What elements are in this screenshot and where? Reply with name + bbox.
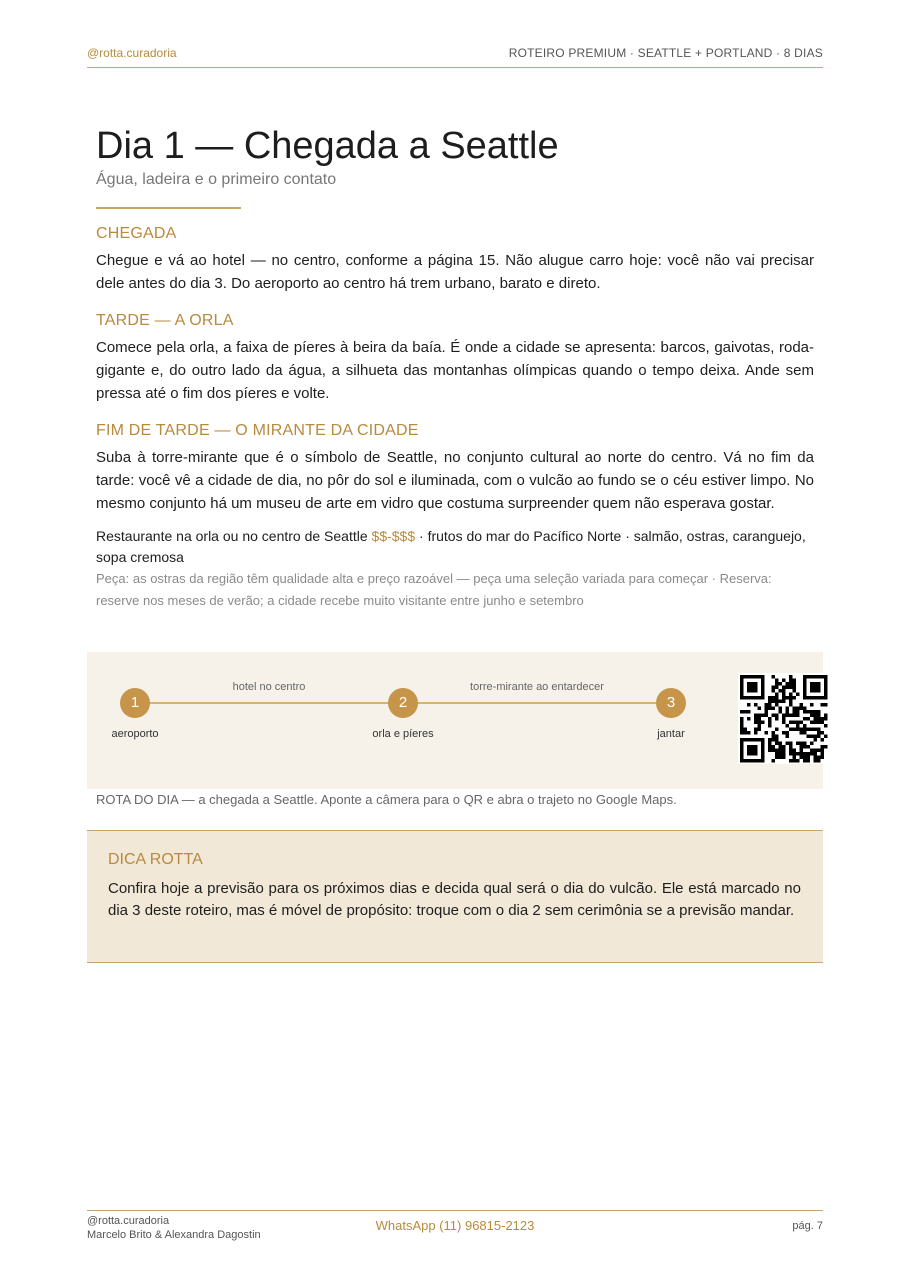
header-brand: @rotta.curadoria <box>87 46 177 60</box>
route-segment-label-1: hotel no centro <box>232 681 306 693</box>
section-heading-afternoon: TARDE — A ORLA <box>96 312 234 329</box>
section-text-evening: Suba à torre-mirante que é o símbolo de Seattle, no conjunto cultural ao norte do centro. Vá no fim da tarde: você vê a cidade de dia, no pôr do sol e iluminada, com o vulcão ao fundo se o céu estiver limpo. No mesmo conjunto há um museu de arte em vidro que costuma surpreender quem não esperava gostar. <box>96 449 814 512</box>
tip-text: Confira hoje a previsão para os próximos dias e decida qual será o dia do vulcão. Ele está marcado no dia 3 deste roteiro, mas é móvel de propósito: troque com o dia 2 sem cerimônia se a previsão mandar. <box>108 880 801 919</box>
route-stop-label-3: jantar <box>657 728 685 740</box>
footer-brand: @rotta.curadoria <box>87 1215 170 1227</box>
day-content <box>96 122 814 612</box>
qr-code[interactable] <box>738 673 829 764</box>
section-heading-evening: FIM DE TARDE — O MIRANTE DA CIDADE <box>96 422 419 439</box>
route-stop-3: 3 <box>656 688 686 718</box>
restaurant-name: Restaurante na orla ou no centro de Seattle <box>96 528 368 544</box>
restaurant-details: · frutos do mar do Pacífico Norte · salmão, ostras, caranguejo, sopa cremosa <box>96 528 806 565</box>
route-segment-label-2: torre-mirante ao entardecer <box>470 681 604 693</box>
route-caption: ROTA DO DIA — a chegada a Seattle. Aponte a câmera para o QR e abra o trajeto no Google Maps. <box>96 792 677 807</box>
footer-authors: Marcelo Brito & Alexandra Dagostin <box>87 1229 261 1241</box>
restaurant-line <box>96 526 814 568</box>
section-heading-arrival: CHEGADA <box>96 225 177 242</box>
header-doc-title: ROTEIRO PREMIUM · SEATTLE + PORTLAND · 8 DIAS <box>508 46 823 60</box>
page-header <box>87 46 823 68</box>
title-divider <box>96 207 241 209</box>
route-map <box>87 652 823 789</box>
footer-page-number: pág. 7 <box>792 1220 823 1232</box>
tip-box <box>87 830 823 963</box>
qr-code-graphic <box>738 673 829 764</box>
day-title: Dia 1 — Chegada a Seattle <box>96 125 559 167</box>
route-stop-1: 1 <box>120 688 150 718</box>
tip-heading: DICA ROTTA <box>108 851 203 868</box>
section-text-arrival: Chegue e vá ao hotel — no centro, conforme a página 15. Não alugue carro hoje: você não vai precisar dele antes do dia 3. Do aeroporto ao centro há trem urbano, barato e direto. <box>96 252 814 292</box>
route-stop-label-2: orla e píeres <box>372 728 434 740</box>
restaurant-price: $$-$$$ <box>371 528 416 544</box>
section-text-afternoon: Comece pela orla, a faixa de píeres à beira da baía. É onde a cidade se apresenta: barcos, gaivotas, roda-gigante e, do outro lado da água, a silhueta das montanhas olímpicas quando o tempo deixa. Ande sem pressa até o fim dos píeres e volte. <box>96 339 814 402</box>
day-subtitle: Água, ladeira e o primeiro contato <box>96 171 337 188</box>
footer-whatsapp[interactable]: WhatsApp (11) 96815-2123 <box>375 1218 535 1233</box>
route-stop-2: 2 <box>388 688 418 718</box>
page-footer <box>87 1210 823 1251</box>
route-stop-label-1: aeroporto <box>111 728 159 740</box>
restaurant-note: Peça: as ostras da região têm qualidade alta e preço razoável — peça uma seleção variada para começar · Reserva: reserve nos meses de verão; a cidade recebe muito visitante entre junho e setembro <box>96 571 772 608</box>
